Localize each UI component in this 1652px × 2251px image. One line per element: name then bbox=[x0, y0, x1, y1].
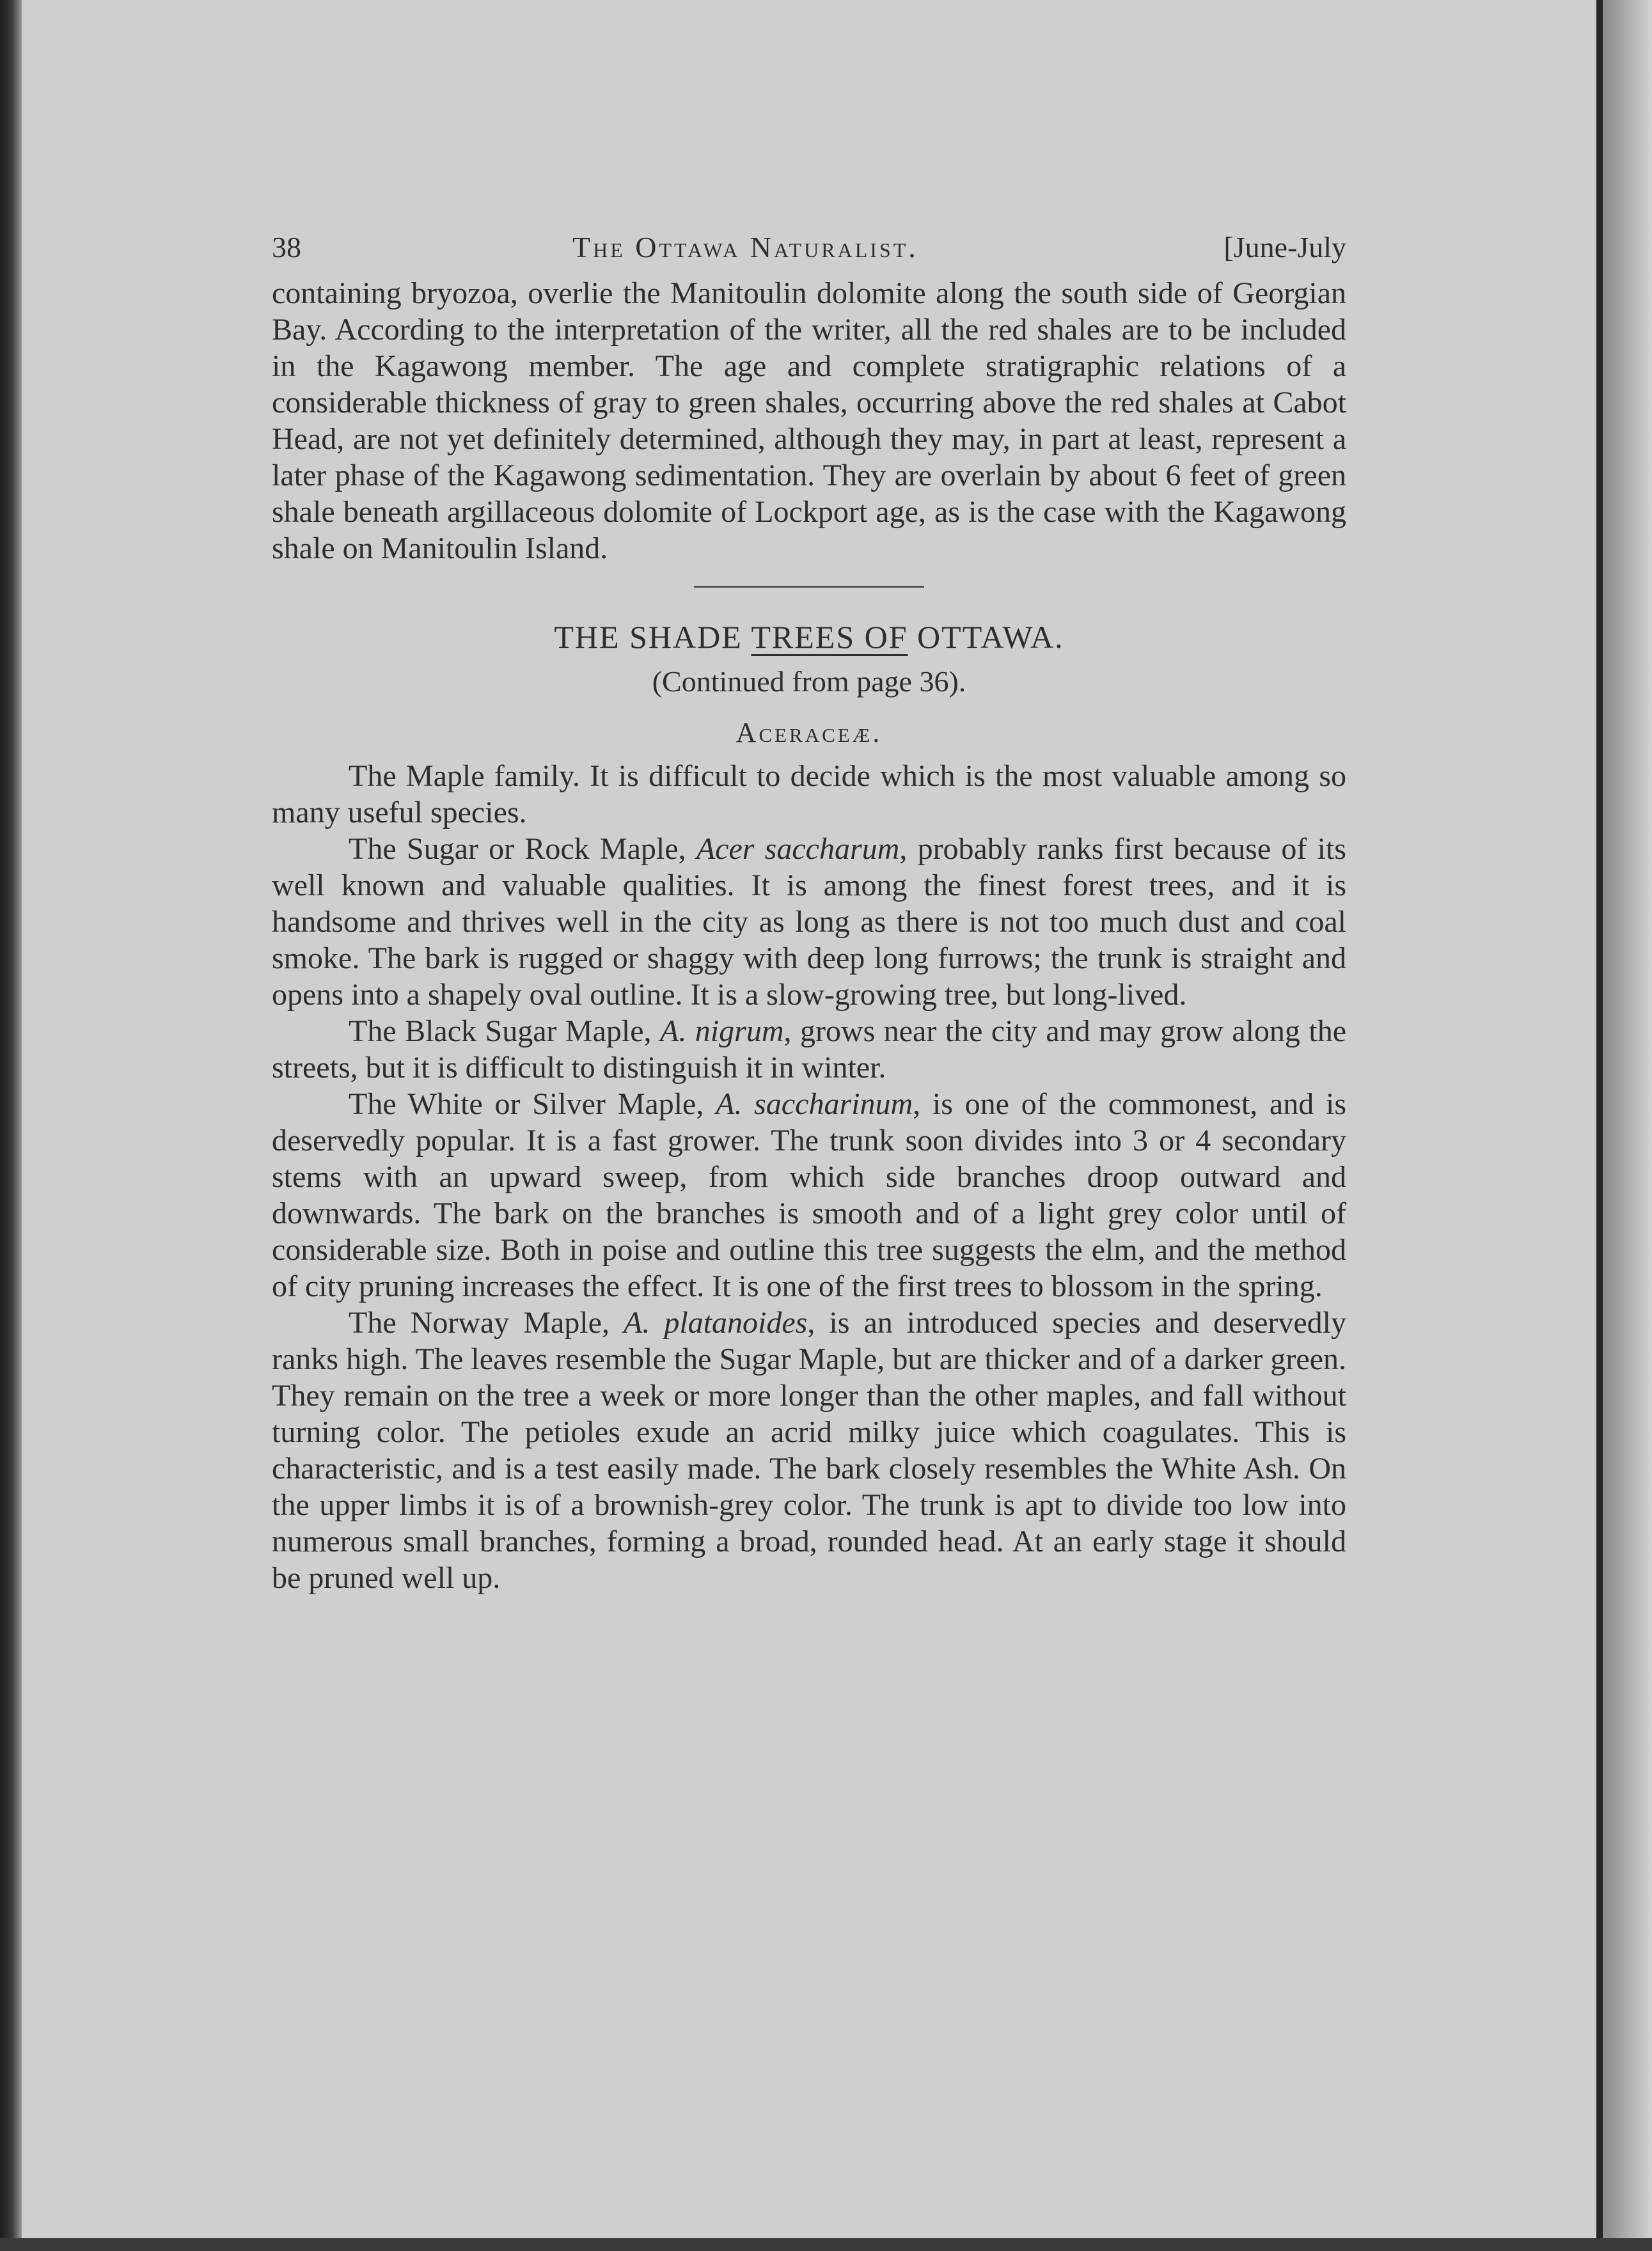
article-title bbox=[272, 618, 1346, 655]
paragraph-maple-family bbox=[272, 758, 1346, 831]
species-name: A. platanoides bbox=[623, 1306, 808, 1340]
scan-edge-bottom bbox=[0, 2238, 1652, 2251]
paragraph-text: The Sugar or Rock Maple, bbox=[349, 832, 696, 866]
paragraph-text: , probably ranks first because of its well known and valuable qualities. It is among the finest forest trees, and it is handsome and thrives well in the city as long as there is not too much dust and coal smoke. The bark is rugged or shaggy with deep long furrows; the trunk is straight and opens into a shapely oval outline. It is a slow-growing tree, but long-lived. bbox=[272, 832, 1346, 1012]
paragraph-text: The Maple family. It is difficult to decide which is the most valuable among so many useful species. bbox=[272, 759, 1346, 829]
article-title-part-2: OTTAWA. bbox=[908, 619, 1064, 655]
paragraph-black-sugar-maple bbox=[272, 1013, 1346, 1086]
paragraph-silver-maple bbox=[272, 1086, 1346, 1305]
species-name: A. nigrum bbox=[660, 1014, 784, 1048]
family-heading: Aceraceæ. bbox=[736, 717, 883, 748]
scan-edge-right bbox=[1596, 0, 1603, 2251]
page-number: 38 bbox=[272, 231, 301, 263]
intro-paragraph: containing bryozoa, overlie the Manitoulin dolomite along the south side of Georgian Bay. According to the interpretation of the writer, all the red shales are to be included in the Kagawong member. The age and complete stratigraphic relations of a considerable thickness of gray to green shales, occurring above the red shales at Cabot Head, are not yet definitely determined, although they may, in part at least, represent a later phase of the Kagawong sedimentation. They are overlain by about 6 feet of green shale beneath argillaceous dolomite of Lockport age, as is the case with the Kagawong shale on Manitoulin Island. bbox=[272, 276, 1346, 565]
species-name: Acer saccharum bbox=[696, 832, 900, 866]
running-head bbox=[272, 230, 1346, 269]
issue-date: [June-July bbox=[1223, 231, 1346, 263]
paragraph-text: The White or Silver Maple, bbox=[349, 1087, 716, 1121]
paragraph-sugar-maple bbox=[272, 831, 1346, 1013]
article-title-underlined: TREES OF bbox=[751, 619, 908, 655]
page bbox=[272, 230, 1346, 1596]
paragraph-text: , grows near the city and may grow along the streets, but it is difficult to distinguish it in winter. bbox=[272, 1014, 1347, 1085]
paragraph-text: The Norway Maple, bbox=[349, 1306, 624, 1340]
article-title-part-1: THE SHADE bbox=[554, 619, 751, 655]
paragraph-norway-maple bbox=[272, 1305, 1346, 1596]
paragraph-text: , is an introduced species and deservedly ranks high. The leaves resemble the Sugar Maple, but are thicker and of a darker green. They remain on the tree a week or more longer than the other maples, and fall without turning color. The petioles exude an acrid milky juice which coagulates. This is characteristic, and is a test easily made. The bark closely resembles the White Ash. On the upper limbs it is of a brownish-grey color. The trunk is apt to divide too low into numerous small branches, forming a broad, rounded head. At an early stage it should be pruned well up. bbox=[272, 1306, 1346, 1595]
species-name: A. saccharinum bbox=[716, 1087, 913, 1121]
article-subtitle: (Continued from page 36). bbox=[652, 665, 966, 698]
scan-edge-left bbox=[0, 0, 22, 2251]
paragraph-text: , is one of the commonest, and is deservedly popular. It is a fast grower. The trunk soon divides into 3 or 4 secondary stems with an upward sweep, from which side branches droop outward and downwards. The bark on the branches is smooth and of a light grey color until of considerable size. Both in poise and outline this tree suggests the elm, and the method of city pruning increases the effect. It is one of the first trees to blossom in the spring. bbox=[272, 1087, 1346, 1303]
scan-margin-right bbox=[1603, 0, 1652, 2251]
section-divider bbox=[694, 586, 924, 588]
journal-title: The Ottawa Naturalist. bbox=[572, 231, 918, 263]
paragraph-text: The Black Sugar Maple, bbox=[349, 1014, 661, 1048]
